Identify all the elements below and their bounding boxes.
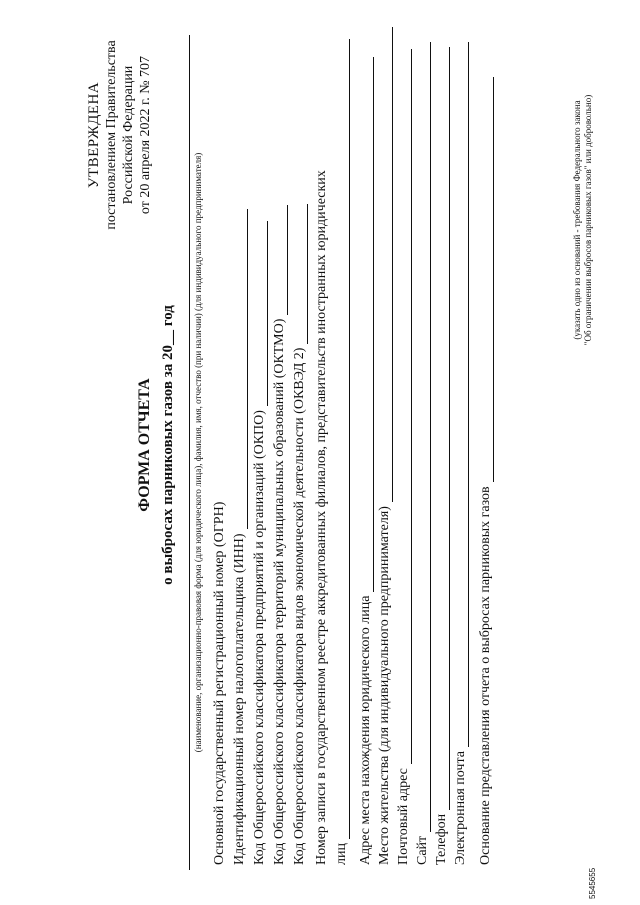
registry-row [314,170,330,865]
inn-label: Идентификационный номер налогоплательщика (ИНН) [232,533,247,865]
okved-label: Код Общероссийского классификатора видов экономической деятельности (ОКВЭД 2) [292,347,307,865]
registry-label: Номер записи в государственном реестре аккредитованных филиалов, представительств иностранных юридических [314,170,329,865]
basis-hint-line-1: (указать одно из оснований - требования Федерального закона [572,100,582,340]
organization-name-hint: (наименование, организационно-правовая форма (для юридического лица), фамилия, имя, отчество (при наличии) (для индивидуального предпринимателя) [193,152,203,753]
basis-hint-line-2: "Об ограничении выбросов парниковых газов" или добровольно) [583,94,593,346]
basis-row [478,77,494,865]
registry-row-2 [334,39,350,865]
postal-field[interactable] [399,49,412,764]
ogrn-row [212,502,228,865]
phone-row [434,47,450,865]
form-subtitle: о выбросах парниковых газов за 20__ год [160,305,176,585]
okved-field[interactable] [295,204,308,344]
site-label: Сайт [415,835,430,865]
inn-row [232,209,248,865]
site-row [415,42,431,865]
email-label: Электронная почта [453,751,468,865]
oktmo-label: Код Общероссийского классификатора территорий муниципальных образований (ОКТМО) [272,318,287,865]
legal-address-field[interactable] [361,57,374,592]
form-title: ФОРМА ОТЧЕТА [136,378,153,512]
approval-line-1: постановлением Правительства [104,40,119,230]
residence-field[interactable] [380,27,393,502]
site-field[interactable] [418,42,431,832]
approval-line-2: Российской Федерации [121,65,136,205]
phone-field[interactable] [437,47,450,810]
email-row [453,42,469,865]
registry-label-2: лиц [334,843,349,865]
basis-label: Основание представления отчета о выбросах парниковых газов [478,486,493,865]
postal-label: Почтовый адрес [396,768,411,865]
okved-row [292,204,308,865]
residence-row [377,27,393,865]
legal-address-label: Адрес места нахождения юридического лица [358,595,373,865]
oktmo-row [272,205,288,865]
email-field[interactable] [456,42,469,747]
basis-hint [572,55,594,385]
organization-name-line [189,35,190,870]
okpo-row [252,221,268,865]
legal-address-row [358,57,374,865]
inn-field[interactable] [235,209,248,529]
approval-line-3: от 20 апреля 2022 г. № 707 [138,55,153,215]
oktmo-field[interactable] [275,205,288,315]
postal-row [396,49,412,865]
registry-field[interactable] [337,39,350,839]
phone-label: Телефон [434,813,449,865]
okpo-field[interactable] [255,221,268,406]
residence-label: Место жительства (для индивидуального предпринимателя) [377,506,392,865]
document-code: 5545655 [588,867,597,899]
approval-word: УТВЕРЖДЕНА [86,81,102,189]
okpo-label: Код Общероссийского классификатора предприятий и организаций (ОКПО) [252,410,267,865]
basis-field[interactable] [481,77,494,482]
ogrn-label: Основной государственный регистрационный номер (ОГРН) [212,501,227,865]
